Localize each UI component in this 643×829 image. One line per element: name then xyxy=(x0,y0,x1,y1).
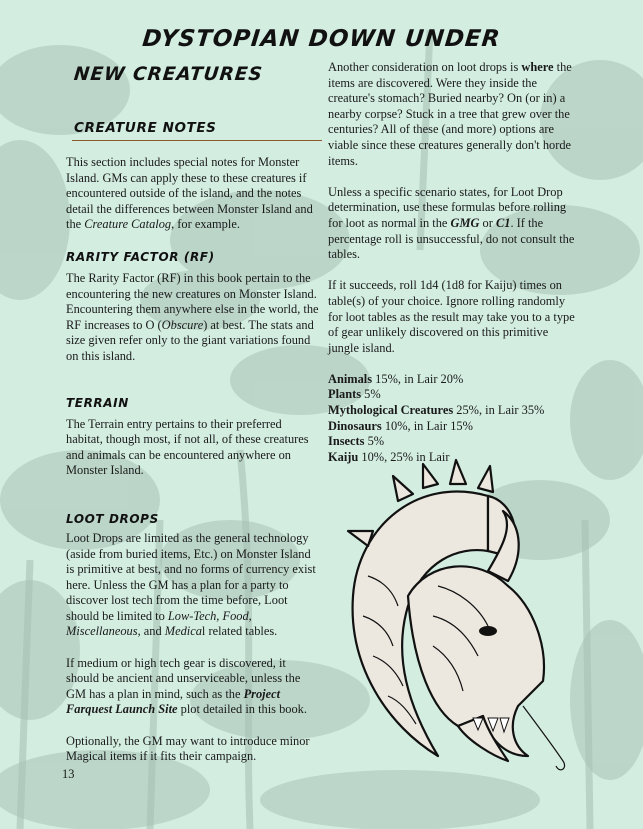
terrain-paragraph: The Terrain entry pertains to their preferred habitat, though most, if not all, of these creatures and animals can be encountered anywhere on Monster Island. xyxy=(66,416,309,478)
loot-paragraph-3: Optionally, the GM may want to introduce minor Magical items if it fits their campaign. xyxy=(66,733,310,764)
right-paragraph-2: Unless a specific scenario states, for Loot Drop determination, use these formulas before rolling for loot as normal in the GMG or C1. If the percentage roll is unsuccessful, do not consult the tables. xyxy=(328,184,575,262)
heading-rule xyxy=(72,140,322,141)
rarity-paragraph: The Rarity Factor (RF) in this book pertain to the encountering the new creatures on Monster Island. Encountering them anywhere else in the world, the RF increases to O (Obscure) at best. The stats and size given refer only to the giant variations found on this island. xyxy=(66,270,319,363)
left-column xyxy=(66,118,319,765)
loot-table-row: Insects 5% xyxy=(328,434,385,449)
intro-paragraph: This section includes special notes for Monster Island. GMs can apply these to these creatures if encountered outside of the island, and the notes detail the differences between Monster Island and the Creature Catalog, for example. xyxy=(66,155,313,232)
loot-table-row: Mythological Creatures 25%, in Lair 35% xyxy=(328,403,545,418)
loot-heading: LOOT DROPS xyxy=(66,511,159,526)
loot-table-row: Dinosaurs 10%, in Lair 15% xyxy=(328,418,473,433)
loot-table-row: Kaiju 10%, 25% in Lair xyxy=(328,449,450,464)
loot-paragraph-1: Loot Drops are limited as the general technology (aside from buried items, Etc.) on Monster Island is primitive at best, and no forms of currency exist here. Unless the GM has a plan for a party to discover lost tech from the time before, Loot should be limited to Low-Tech, Food, Miscellaneous, and Medical related tables. xyxy=(66,530,316,639)
loot-table xyxy=(328,372,576,466)
section-title: NEW CREATURES xyxy=(72,64,264,85)
loot-table-row: Animals 15%, in Lair 20% xyxy=(328,371,464,386)
loot-table-row: Plants 5% xyxy=(328,387,381,402)
creature-notes-heading: CREATURE NOTES xyxy=(74,120,217,136)
right-paragraph-3: If it succeeds, roll 1d4 (1d8 for Kaiju) times on table(s) of your choice. Ignore rolling randomly for loot tables as the result may take you to a type of gear unlikely discovered on this primitive jungle island. xyxy=(328,278,575,355)
terrain-heading: TERRAIN xyxy=(66,395,129,410)
rarity-heading: RARITY FACTOR (RF) xyxy=(66,249,215,264)
right-column xyxy=(328,60,576,465)
dragon-illustration xyxy=(338,456,578,786)
page-number: 13 xyxy=(62,767,75,781)
right-paragraph-1: Another consideration on loot drops is where the items are discovered. Were they inside the creature's stomach? Buried nearby? On (or in) a nearby corpse? Stuck in a tree that grew over the centuries? All of these (and more) options are viable since these creatures generally don't horde items. xyxy=(328,60,572,168)
loot-paragraph-2: If medium or high tech gear is discovered, it should be ancient and unserviceable, unless the GM has a plan in mind, such as the Project Farquest Launch Site plot detailed in this book. xyxy=(66,655,307,717)
book-title: DYSTOPIAN DOWN UNDER xyxy=(141,26,502,52)
